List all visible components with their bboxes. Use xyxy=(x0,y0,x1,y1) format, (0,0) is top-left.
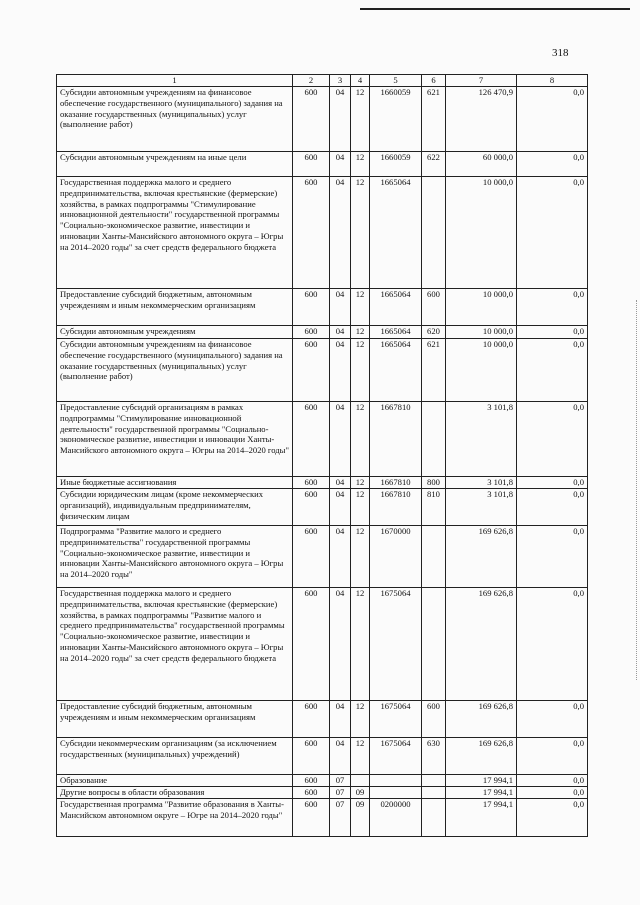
cell-col5: 1665064 xyxy=(370,177,422,289)
cell-col2: 600 xyxy=(293,87,330,152)
cell-col5: 1667810 xyxy=(370,489,422,526)
cell-col3: 07 xyxy=(330,787,351,799)
cell-col5: 1675064 xyxy=(370,701,422,738)
table-row xyxy=(57,289,588,326)
cell-col2: 600 xyxy=(293,489,330,526)
cell-col8: 0,0 xyxy=(517,738,588,775)
cell-col3: 04 xyxy=(330,289,351,326)
cell-col2: 600 xyxy=(293,588,330,701)
cell-col6: 620 xyxy=(422,326,446,339)
cell-col2: 600 xyxy=(293,289,330,326)
cell-col2: 600 xyxy=(293,738,330,775)
cell-col3: 04 xyxy=(330,738,351,775)
cell-col4: 09 xyxy=(351,799,370,837)
cell-col3: 04 xyxy=(330,87,351,152)
cell-col2: 600 xyxy=(293,701,330,738)
cell-col8: 0,0 xyxy=(517,787,588,799)
cell-col8: 0,0 xyxy=(517,177,588,289)
cell-col5: 1665064 xyxy=(370,339,422,402)
column-header: 7 xyxy=(446,75,517,87)
column-header: 4 xyxy=(351,75,370,87)
scan-edge xyxy=(635,300,637,680)
cell-amount: 10 000,0 xyxy=(446,177,517,289)
cell-col6: 621 xyxy=(422,339,446,402)
cell-col2: 600 xyxy=(293,787,330,799)
column-header: 5 xyxy=(370,75,422,87)
cell-col8: 0,0 xyxy=(517,326,588,339)
row-name: Государственная поддержка малого и среднего предпринимательства, включая крестьянские (фермерские) хозяйства, в рамках подпрограммы "Стимулирование инновационной деятельности" государственной программы "Социально-экономическое развитие, инвестиции и инновации Ханты-Мансийского автономного округа – Югры на 2014–2020 годы" за счет средств федерального бюджета xyxy=(57,177,293,289)
cell-col5: 1675064 xyxy=(370,738,422,775)
cell-col2: 600 xyxy=(293,799,330,837)
column-header: 6 xyxy=(422,75,446,87)
cell-col5 xyxy=(370,775,422,787)
cell-col4: 12 xyxy=(351,87,370,152)
cell-col5: 1660059 xyxy=(370,152,422,177)
cell-col4: 12 xyxy=(351,701,370,738)
table-row xyxy=(57,787,588,799)
table-row xyxy=(57,477,588,489)
cell-col8: 0,0 xyxy=(517,289,588,326)
cell-col6 xyxy=(422,526,446,588)
cell-col6 xyxy=(422,775,446,787)
column-header: 1 xyxy=(57,75,293,87)
cell-col6 xyxy=(422,177,446,289)
cell-amount: 169 626,8 xyxy=(446,526,517,588)
cell-col2: 600 xyxy=(293,477,330,489)
cell-amount: 10 000,0 xyxy=(446,326,517,339)
table-row xyxy=(57,87,588,152)
cell-col2: 600 xyxy=(293,339,330,402)
table-row xyxy=(57,177,588,289)
cell-col3: 04 xyxy=(330,489,351,526)
cell-col8: 0,0 xyxy=(517,489,588,526)
cell-col6 xyxy=(422,588,446,701)
cell-col3: 04 xyxy=(330,326,351,339)
cell-col2: 600 xyxy=(293,775,330,787)
row-name: Предоставление субсидий организациям в рамках подпрограммы "Стимулирование инновационной деятельности" государственной программы "Социально-экономическое развитие, инвестиции и инновации Ханты-Мансийского автономного округа – Югры на 2014–2020 годы" xyxy=(57,402,293,477)
cell-col6 xyxy=(422,402,446,477)
table-row xyxy=(57,588,588,701)
row-name: Субсидии автономным учреждениям на финансовое обеспечение государственного (муниципального) задания на оказание государственных (муниципальных) услуг (выполнение работ) xyxy=(57,87,293,152)
cell-col6 xyxy=(422,799,446,837)
cell-col3: 04 xyxy=(330,588,351,701)
cell-col4: 12 xyxy=(351,588,370,701)
cell-col6: 600 xyxy=(422,701,446,738)
page-number: 318 xyxy=(552,47,569,59)
cell-col5: 1665064 xyxy=(370,289,422,326)
cell-col4: 12 xyxy=(351,477,370,489)
cell-col8: 0,0 xyxy=(517,339,588,402)
row-name: Субсидии юридическим лицам (кроме некоммерческих организаций), индивидуальным предпринимателям, физическим лицам xyxy=(57,489,293,526)
cell-col6: 630 xyxy=(422,738,446,775)
cell-col3: 04 xyxy=(330,339,351,402)
header-row xyxy=(57,75,588,87)
cell-col2: 600 xyxy=(293,526,330,588)
row-name: Образование xyxy=(57,775,293,787)
cell-col6: 600 xyxy=(422,289,446,326)
cell-amount: 169 626,8 xyxy=(446,588,517,701)
cell-col8: 0,0 xyxy=(517,526,588,588)
row-name: Субсидии автономным учреждениям на финансовое обеспечение государственного (муниципального) задания на оказание государственных (муниципальных) услуг (выполнение работ) xyxy=(57,339,293,402)
row-name: Подпрограмма "Развитие малого и среднего предпринимательства" государственной программы "Социально-экономическое развитие, инвестиции и инновации Ханты-Мансийского автономного округа – Югры на 2014–2020 годы" xyxy=(57,526,293,588)
cell-col5: 1667810 xyxy=(370,477,422,489)
column-header: 8 xyxy=(517,75,588,87)
cell-col3: 07 xyxy=(330,775,351,787)
cell-col3: 04 xyxy=(330,152,351,177)
cell-col2: 600 xyxy=(293,326,330,339)
cell-amount: 3 101,8 xyxy=(446,489,517,526)
cell-col4: 12 xyxy=(351,402,370,477)
cell-col5: 0200000 xyxy=(370,799,422,837)
cell-amount: 3 101,8 xyxy=(446,477,517,489)
cell-amount: 169 626,8 xyxy=(446,738,517,775)
cell-col6: 800 xyxy=(422,477,446,489)
cell-amount: 60 000,0 xyxy=(446,152,517,177)
cell-col3: 04 xyxy=(330,701,351,738)
table-row xyxy=(57,152,588,177)
cell-col8: 0,0 xyxy=(517,701,588,738)
cell-amount: 17 994,1 xyxy=(446,787,517,799)
cell-col2: 600 xyxy=(293,402,330,477)
row-name: Субсидии автономным учреждениям xyxy=(57,326,293,339)
cell-col8: 0,0 xyxy=(517,152,588,177)
cell-col3: 04 xyxy=(330,177,351,289)
cell-amount: 10 000,0 xyxy=(446,289,517,326)
cell-col6: 810 xyxy=(422,489,446,526)
cell-col8: 0,0 xyxy=(517,87,588,152)
cell-amount: 126 470,9 xyxy=(446,87,517,152)
cell-col4: 09 xyxy=(351,787,370,799)
cell-col6: 622 xyxy=(422,152,446,177)
cell-col2: 600 xyxy=(293,177,330,289)
row-name: Государственная поддержка малого и среднего предпринимательства, включая крестьянские (фермерские) хозяйства, в рамках подпрограммы "Развитие малого и среднего предпринимательства" государственной программы "Социально-экономическое развитие, инвестиции и инновации Ханты-Мансийского автономного округа – Югры на 2014–2020 годы" за счет средств федерального бюджета xyxy=(57,588,293,701)
cell-col8: 0,0 xyxy=(517,775,588,787)
cell-col8: 0,0 xyxy=(517,588,588,701)
cell-col4 xyxy=(351,775,370,787)
row-name: Предоставление субсидий бюджетным, автономным учреждениям и иным некоммерческим организациям xyxy=(57,701,293,738)
cell-col3: 04 xyxy=(330,402,351,477)
cell-col3: 04 xyxy=(330,526,351,588)
cell-col5: 1667810 xyxy=(370,402,422,477)
cell-amount: 17 994,1 xyxy=(446,775,517,787)
column-header: 2 xyxy=(293,75,330,87)
cell-col3: 04 xyxy=(330,477,351,489)
budget-table xyxy=(56,74,588,837)
cell-col4: 12 xyxy=(351,738,370,775)
cell-col4: 12 xyxy=(351,326,370,339)
cell-amount: 17 994,1 xyxy=(446,799,517,837)
cell-amount: 10 000,0 xyxy=(446,339,517,402)
table-row xyxy=(57,799,588,837)
cell-col8: 0,0 xyxy=(517,402,588,477)
cell-col4: 12 xyxy=(351,339,370,402)
table-row xyxy=(57,775,588,787)
cell-col4: 12 xyxy=(351,152,370,177)
top-rule xyxy=(360,8,630,10)
cell-col4: 12 xyxy=(351,489,370,526)
table-row xyxy=(57,326,588,339)
row-name: Иные бюджетные ассигнования xyxy=(57,477,293,489)
cell-col8: 0,0 xyxy=(517,477,588,489)
cell-col5: 1660059 xyxy=(370,87,422,152)
cell-col2: 600 xyxy=(293,152,330,177)
cell-amount: 169 626,8 xyxy=(446,701,517,738)
table-row xyxy=(57,526,588,588)
cell-col5: 1670000 xyxy=(370,526,422,588)
cell-col6: 621 xyxy=(422,87,446,152)
cell-col5: 1665064 xyxy=(370,326,422,339)
cell-col5 xyxy=(370,787,422,799)
column-header: 3 xyxy=(330,75,351,87)
table-row xyxy=(57,701,588,738)
cell-col6 xyxy=(422,787,446,799)
cell-col4: 12 xyxy=(351,526,370,588)
cell-col8: 0,0 xyxy=(517,799,588,837)
cell-amount: 3 101,8 xyxy=(446,402,517,477)
cell-col3: 07 xyxy=(330,799,351,837)
cell-col5: 1675064 xyxy=(370,588,422,701)
row-name: Предоставление субсидий бюджетным, автономным учреждениям и иным некоммерческим организациям xyxy=(57,289,293,326)
row-name: Другие вопросы в области образования xyxy=(57,787,293,799)
table-row xyxy=(57,489,588,526)
cell-col4: 12 xyxy=(351,177,370,289)
table-row xyxy=(57,402,588,477)
row-name: Субсидии некоммерческим организациям (за исключением государственных (муниципальных) учреждений) xyxy=(57,738,293,775)
row-name: Субсидии автономным учреждениям на иные цели xyxy=(57,152,293,177)
table-row xyxy=(57,738,588,775)
cell-col4: 12 xyxy=(351,289,370,326)
row-name: Государственная программа "Развитие образования в Ханты-Мансийском автономном округе – Югре на 2014–2020 годы" xyxy=(57,799,293,837)
table-row xyxy=(57,339,588,402)
